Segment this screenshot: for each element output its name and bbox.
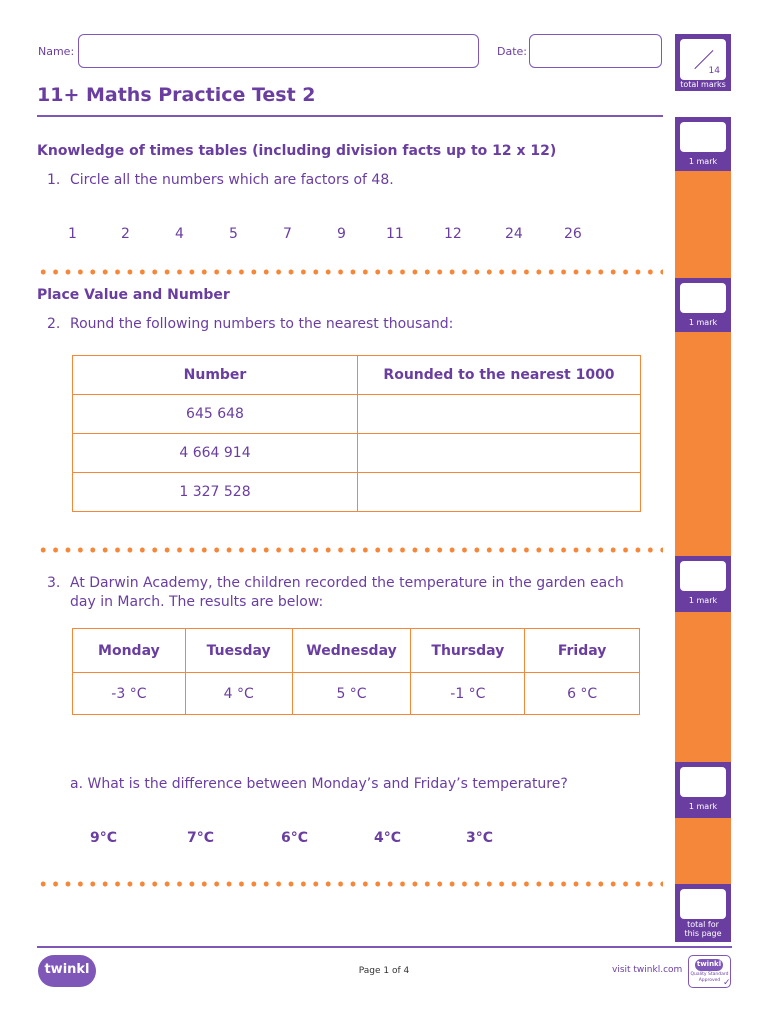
title-divider — [37, 115, 663, 117]
date-label: Date: — [497, 45, 527, 58]
question-text-1: Circle all the numbers which are factors of 48. — [70, 172, 394, 188]
answer-option[interactable]: 6°C — [281, 830, 309, 846]
dotted-divider — [37, 269, 663, 275]
name-label: Name: — [38, 45, 75, 58]
dotted-divider — [37, 547, 663, 553]
page-total-input[interactable] — [680, 889, 726, 919]
question-number-1: 1. — [47, 172, 61, 188]
mark-label-q3a: 1 mark — [688, 802, 718, 811]
badge-logo — [695, 959, 723, 971]
answer-cell[interactable] — [358, 395, 641, 434]
total-marks-label: total marks — [680, 80, 726, 89]
mark-box-q2 — [675, 278, 731, 332]
mark-label-q1: 1 mark — [688, 157, 718, 166]
table-row — [73, 673, 640, 715]
number-cell: 1 327 528 — [73, 473, 358, 512]
answer-option[interactable]: 7°C — [187, 830, 215, 846]
factor-option[interactable]: 7 — [283, 226, 292, 242]
temperature-cell: 4 °C — [185, 673, 292, 715]
rail-orange-segment-1 — [675, 171, 731, 278]
question-text-3-line-1: At Darwin Academy, the children recorded the temperature in the garden each — [70, 575, 624, 591]
day-header: Wednesday — [292, 629, 411, 673]
name-field[interactable] — [78, 34, 479, 68]
answer-option[interactable]: 9°C — [90, 830, 118, 846]
total-marks-box — [675, 34, 731, 91]
factor-option[interactable]: 2 — [121, 226, 130, 242]
column-header-rounded: Rounded to the nearest 1000 — [358, 356, 641, 395]
badge-subtitle: Quality Standard Approved — [690, 972, 729, 983]
mark-box-q3 — [675, 556, 731, 612]
temperature-cell: -3 °C — [73, 673, 186, 715]
date-field[interactable] — [529, 34, 662, 68]
quality-badge — [688, 955, 731, 988]
page-total-label-1: total for — [687, 920, 719, 929]
factor-option[interactable]: 9 — [337, 226, 346, 242]
answer-cell[interactable] — [358, 434, 641, 473]
factor-option[interactable]: 24 — [505, 226, 523, 242]
table-header-row — [73, 356, 641, 395]
temperature-cell: 6 °C — [525, 673, 640, 715]
rounding-table — [72, 355, 641, 512]
page-total-box — [675, 884, 731, 942]
factor-option[interactable]: 12 — [444, 226, 462, 242]
check-icon: ✓ — [723, 978, 731, 988]
mark-input-q1[interactable] — [680, 122, 726, 152]
temperature-table — [72, 628, 640, 715]
factor-option[interactable]: 5 — [229, 226, 238, 242]
dotted-divider — [37, 881, 663, 887]
factor-option[interactable]: 11 — [386, 226, 404, 242]
day-header: Monday — [73, 629, 186, 673]
total-marks-input[interactable] — [680, 39, 726, 80]
table-header-row — [73, 629, 640, 673]
total-marks-number: 14 — [708, 66, 720, 76]
question-number-3: 3. — [47, 575, 61, 591]
number-cell: 645 648 — [73, 395, 358, 434]
day-header: Friday — [525, 629, 640, 673]
section-heading-times-tables: Knowledge of times tables (including division facts up to 12 x 12) — [37, 143, 557, 159]
badge-logo-text: twinkl — [696, 960, 722, 968]
column-header-number: Number — [73, 356, 358, 395]
factor-option[interactable]: 26 — [564, 226, 582, 242]
day-header: Thursday — [411, 629, 525, 673]
question-number-2: 2. — [47, 316, 61, 332]
question-text-3a: a. What is the difference between Monday’s and Friday’s temperature? — [70, 776, 568, 792]
page-total-label-2: this page — [684, 929, 722, 938]
mark-input-q2[interactable] — [680, 283, 726, 313]
page-number: Page 1 of 4 — [358, 966, 410, 976]
factor-option[interactable]: 4 — [175, 226, 184, 242]
mark-input-q3a[interactable] — [680, 767, 726, 797]
mark-label-q3: 1 mark — [688, 596, 718, 605]
answer-option[interactable]: 3°C — [466, 830, 494, 846]
rail-orange-segment-2 — [675, 332, 731, 556]
rail-orange-segment-3 — [675, 612, 731, 762]
number-cell: 4 664 914 — [73, 434, 358, 473]
mark-box-q1 — [675, 117, 731, 171]
logo-text: twinkl — [44, 962, 90, 977]
day-header: Tuesday — [185, 629, 292, 673]
page-title: 11+ Maths Practice Test 2 — [37, 84, 316, 106]
footer-divider — [37, 946, 732, 948]
temperature-cell: 5 °C — [292, 673, 411, 715]
table-row — [73, 395, 641, 434]
mark-label-q2: 1 mark — [688, 318, 718, 327]
answer-option[interactable]: 4°C — [374, 830, 402, 846]
question-text-3-line-2: day in March. The results are below: — [70, 594, 324, 610]
factor-option[interactable]: 1 — [68, 226, 77, 242]
answer-cell[interactable] — [358, 473, 641, 512]
section-heading-place-value: Place Value and Number — [37, 287, 230, 303]
temperature-cell: -1 °C — [411, 673, 525, 715]
mark-input-q3[interactable] — [680, 561, 726, 591]
question-text-2: Round the following numbers to the nearest thousand: — [70, 316, 454, 332]
rail-orange-segment-4 — [675, 818, 731, 884]
table-row — [73, 473, 641, 512]
mark-box-q3a — [675, 762, 731, 818]
visit-link[interactable]: visit twinkl.com — [612, 965, 683, 975]
table-row — [73, 434, 641, 473]
